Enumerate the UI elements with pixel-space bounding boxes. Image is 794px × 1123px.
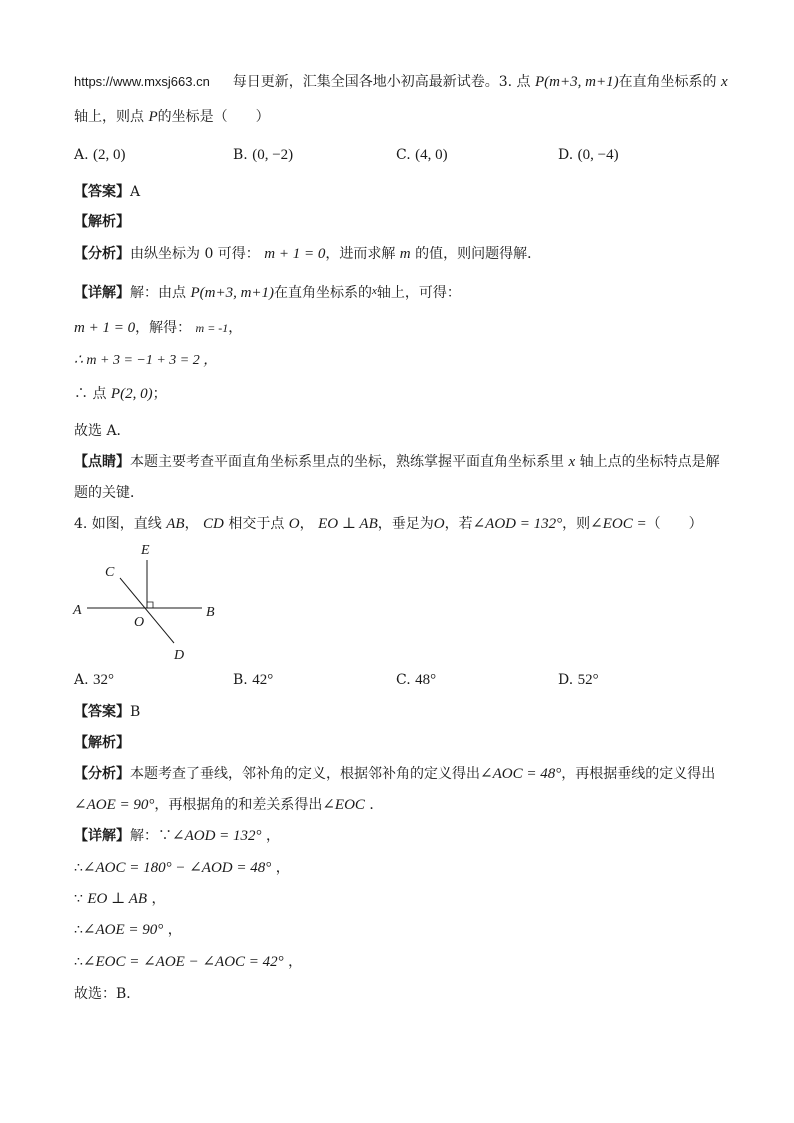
option-value: 52° <box>577 672 599 688</box>
q4-jiexi <box>74 733 130 753</box>
dianjing-text: 轴上点的坐标特点是解 <box>579 454 720 470</box>
step-text: ，解得： <box>135 320 192 336</box>
fenxi-text: ． <box>369 797 384 813</box>
q3-line-1 <box>74 72 728 92</box>
step-text: ∴ <box>74 860 83 876</box>
fenxi-tag: 【分析】 <box>74 766 130 782</box>
choose-text: 故选 A． <box>74 423 131 439</box>
q3-text-2: 轴上，则点 <box>74 109 144 125</box>
geometry-diagram <box>70 538 230 668</box>
step-text: ∵ <box>74 891 83 907</box>
q4-fenxi-2 <box>74 795 383 815</box>
q4-perp: EO ⊥ AB <box>318 516 378 532</box>
fenxi-text: ，再根据角的和差关系得出 <box>154 797 323 813</box>
step-text: ∴ <box>74 922 83 938</box>
q4-ab: AB <box>166 516 185 532</box>
option-value: 48° <box>415 672 437 688</box>
fenxi-variable: m <box>399 246 411 262</box>
xiangjie-point: P(m+3, m+1) <box>190 285 275 301</box>
q4-xiangjie <box>74 826 280 846</box>
q3-p-var: P <box>148 109 158 125</box>
q3-x-var: x <box>721 74 728 90</box>
dianjing-x-var: x <box>568 454 576 470</box>
q3-xiangjie <box>74 281 461 303</box>
q4-option-d <box>558 670 599 690</box>
step-text: ； <box>152 386 167 402</box>
step-text: ∴ <box>74 954 83 970</box>
dianjing-tag: 【点睛】 <box>74 454 130 470</box>
q3-text-3: 的坐标是（ ） <box>157 109 270 125</box>
q3-option-c <box>396 145 448 165</box>
q3-step-3 <box>74 384 167 404</box>
q4-ask: ∠EOC = <box>590 516 647 532</box>
q4-text: 4. 如图，直线 <box>74 516 162 532</box>
jiexi-tag: 【解析】 <box>74 214 130 230</box>
answer-tag: 【答案】 <box>74 704 130 720</box>
option-label: B. <box>233 147 248 163</box>
q3-answer <box>74 182 140 202</box>
q4-stem <box>74 514 703 534</box>
xiangjie-text: 在直角坐标系的 <box>274 285 373 301</box>
fenxi-equation: m + 1 = 0 <box>264 246 326 262</box>
option-value: (0, −2) <box>252 147 294 163</box>
label-e: E <box>141 543 150 558</box>
step-equation: m + 1 = 0 <box>74 320 136 336</box>
xiangjie-text: 轴上，可得： <box>376 285 461 301</box>
q3-line-2 <box>74 107 270 127</box>
q3-fenxi <box>74 244 541 264</box>
option-label: A. <box>74 672 89 688</box>
fenxi-text: ，再根据垂线的定义得出 <box>561 766 716 782</box>
fenxi-text: ，进而求解 <box>325 246 396 262</box>
xiangjie-x-var: x <box>372 285 377 297</box>
q4-o: O <box>288 516 300 532</box>
step-text: ， <box>275 860 290 876</box>
q4-step-1 <box>74 858 290 878</box>
answer-value: A <box>130 184 141 200</box>
q4-step-4 <box>74 952 302 972</box>
q3-dianjing-2 <box>74 483 144 503</box>
q3-jiexi <box>74 212 130 232</box>
jiexi-tag: 【解析】 <box>74 735 130 751</box>
option-label: C. <box>396 147 411 163</box>
site-slogan: 每日更新，汇集全国各地小初高最新试卷。 <box>232 74 499 90</box>
label-o: O <box>134 615 145 630</box>
q3-option-d <box>558 145 619 165</box>
option-value: (0, −4) <box>577 147 619 163</box>
xiangjie-tag: 【详解】 <box>74 828 130 844</box>
xiangjie-equation: ∠AOD = 132° <box>172 828 262 844</box>
step-text: ∴ 点 <box>74 386 107 402</box>
xiangjie-text: ， <box>265 828 280 844</box>
xiangjie-text: 解：∵ <box>130 828 172 844</box>
option-label: D. <box>558 672 574 688</box>
q4-o: O <box>433 516 445 532</box>
choose-text: 故选：B． <box>74 986 141 1002</box>
q3-choose <box>74 421 131 441</box>
q4-fenxi-1 <box>74 764 715 784</box>
xiangjie-text: 解：由点 <box>130 285 186 301</box>
q3-option-b <box>233 145 293 165</box>
option-label: C. <box>396 672 411 688</box>
q4-text: ，若 <box>444 516 473 532</box>
step-equation: ∴ m + 3 = −1 + 3 = 2 ， <box>74 353 218 368</box>
step-text: ， <box>228 320 243 336</box>
fenxi-text: 由纵坐标为 0 可得： <box>130 246 260 262</box>
q4-given: ∠AOD = 132° <box>472 516 563 532</box>
site-url[interactable]: https://www.mxsj663.cn <box>74 74 210 89</box>
xiangjie-tag: 【详解】 <box>74 285 130 301</box>
q3-number: 3. 点 <box>498 74 531 90</box>
step-solution: m = -1 <box>195 321 229 335</box>
fenxi-tag: 【分析】 <box>74 246 130 262</box>
option-value: (2, 0) <box>93 147 126 163</box>
fenxi-text: 的值，则问题得解． <box>415 246 542 262</box>
option-value: 32° <box>93 672 115 688</box>
step-point: P(2, 0) <box>110 386 153 402</box>
option-label: A. <box>74 147 89 163</box>
q4-text: ，则 <box>562 516 591 532</box>
q4-answer <box>74 702 140 722</box>
fenxi-equation: ∠AOE = 90° <box>74 797 155 813</box>
dianjing-text: 本题主要考查平面直角坐标系里点的坐标，熟练掌握平面直角坐标系里 <box>130 454 564 470</box>
q4-choose <box>74 984 140 1004</box>
q3-dianjing <box>74 452 720 472</box>
label-c: C <box>105 565 115 580</box>
q3-text-1: 在直角坐标系的 <box>618 74 717 90</box>
q3-option-a <box>74 145 126 165</box>
q4-text: （ ） <box>646 516 703 532</box>
option-value: 42° <box>252 672 274 688</box>
q4-text: ， <box>184 516 199 532</box>
answer-tag: 【答案】 <box>74 184 130 200</box>
option-label: B. <box>233 672 248 688</box>
q4-option-b <box>233 670 273 690</box>
q4-option-a <box>74 670 114 690</box>
fenxi-equation: ∠AOC = 48° <box>480 766 562 782</box>
step-text: ， <box>288 954 303 970</box>
step-text: ， <box>167 922 182 938</box>
q4-cd: CD <box>203 516 224 532</box>
right-angle-mark <box>147 602 153 608</box>
dianjing-text: 题的关键． <box>74 485 144 501</box>
q4-text: ，垂足为 <box>377 516 434 532</box>
q4-option-c <box>396 670 436 690</box>
fenxi-equation: ∠EOC <box>322 797 365 813</box>
step-equation: ∠AOE = 90° <box>82 922 164 938</box>
step-text: ， <box>151 891 166 907</box>
q4-step-2 <box>74 889 165 909</box>
label-b: B <box>206 605 215 620</box>
q4-step-3 <box>74 920 182 940</box>
answer-value: B <box>130 704 141 720</box>
q4-text: ， <box>299 516 314 532</box>
step-equation: EO ⊥ AB <box>87 891 148 907</box>
q3-step-2 <box>74 350 217 371</box>
step-equation: ∠EOC = ∠AOE − ∠AOC = 42° <box>82 954 284 970</box>
fenxi-text: 本题考查了垂线，邻补角的定义，根据邻补角的定义得出 <box>130 766 480 782</box>
q3-step-1 <box>74 318 242 338</box>
label-a: A <box>73 603 82 618</box>
q3-point: P(m+3, m+1) <box>535 74 619 90</box>
q4-text: 相交于点 <box>228 516 285 532</box>
label-d: D <box>174 648 185 663</box>
option-label: D. <box>558 147 574 163</box>
step-equation: ∠AOC = 180° − ∠AOD = 48° <box>82 860 272 876</box>
option-value: (4, 0) <box>415 147 448 163</box>
